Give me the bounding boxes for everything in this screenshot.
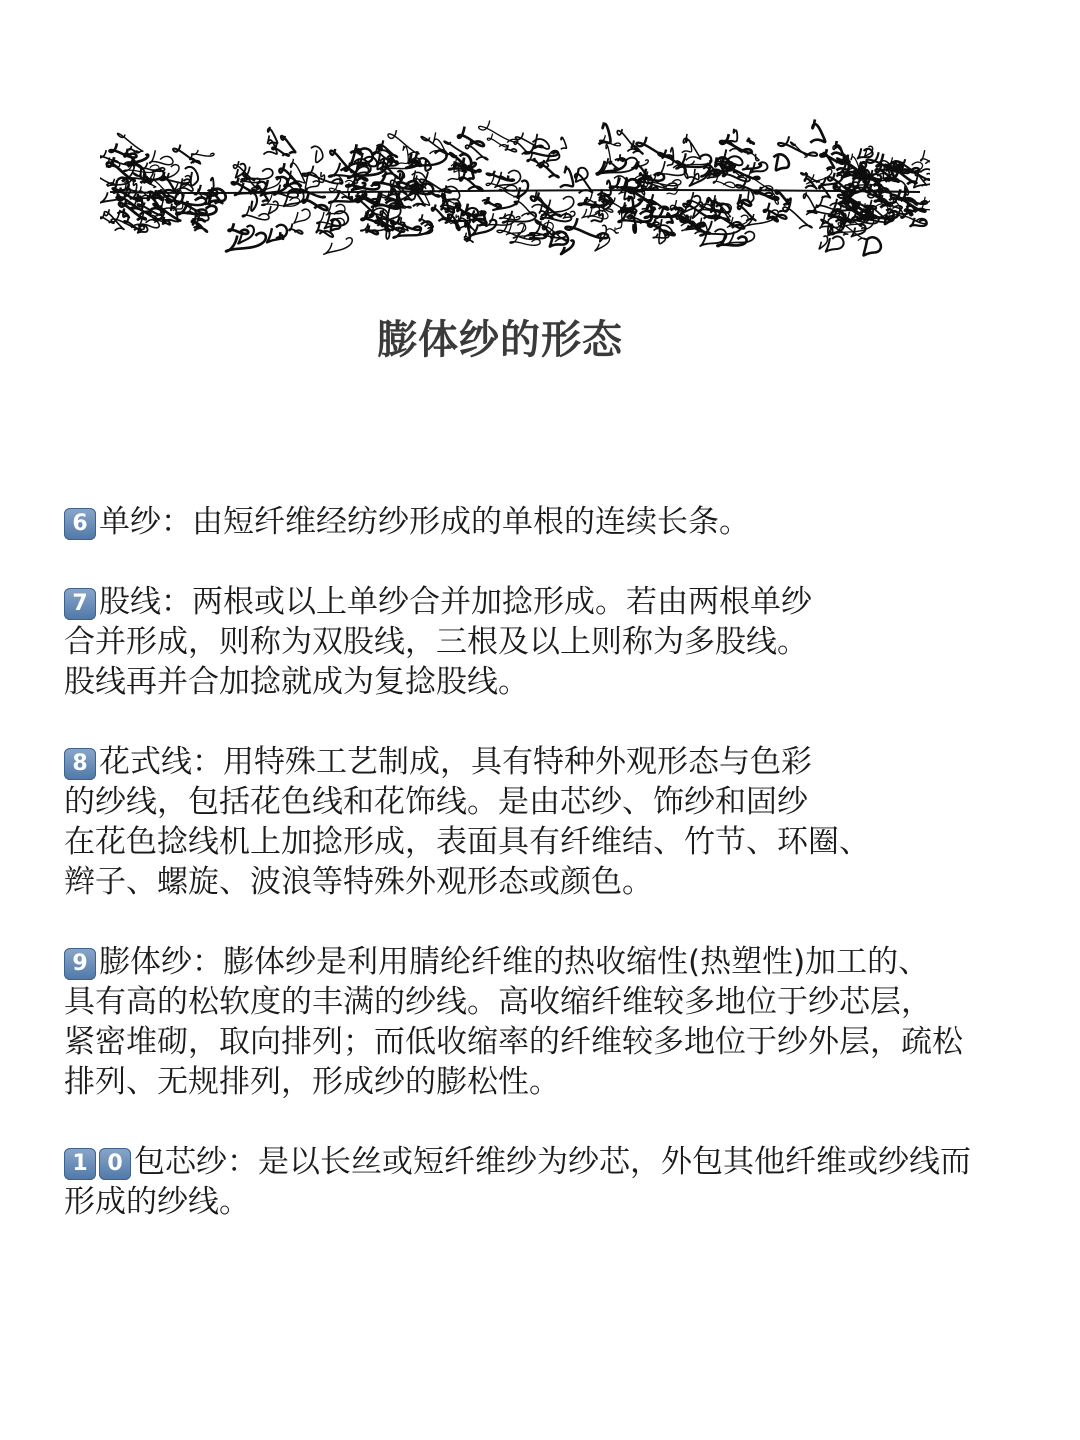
item-line: 紧密堆砌，取向排列；而低收缩率的纤维较多地位于纱外层，疏松 <box>64 1024 963 1060</box>
fibre-loop <box>191 150 214 156</box>
fibre-loop <box>289 223 303 233</box>
item-text: 花式线：用特殊工艺制成，具有特种外观形态与色彩 <box>99 744 812 780</box>
fibre-loop <box>479 121 518 143</box>
fibre-loop <box>518 181 529 198</box>
fibre-loop <box>819 236 827 249</box>
number-9-badge-icon: 9 <box>64 948 96 980</box>
fibre-loop <box>533 158 540 166</box>
list-item-core-spun-yarn <box>64 1142 1054 1222</box>
list-item-plied-yarn <box>64 582 1054 702</box>
list-item-fancy-yarn <box>64 742 1054 902</box>
fibre-loop <box>281 136 295 154</box>
number-6-badge-icon: 6 <box>64 508 96 540</box>
item-line <box>64 582 1054 622</box>
item-line <box>64 502 1054 542</box>
item-line <box>64 1142 1054 1182</box>
fibre-loop <box>773 154 788 170</box>
item-line <box>64 742 1054 782</box>
fibre-loop <box>748 138 754 144</box>
item-text: 股线：两根或以上单纱合并加捻形成。若由两根单纱 <box>99 584 812 620</box>
number-7-badge-icon: 7 <box>64 588 96 620</box>
fibre-loop <box>250 193 257 211</box>
fibre-loop <box>926 171 930 176</box>
item-text: 单纱：由短纤维经纺纱形成的单根的连续长条。 <box>99 504 750 540</box>
fibre-loop <box>576 168 588 182</box>
fibre-loop <box>100 165 114 185</box>
fibre-loop <box>560 166 573 188</box>
fibre-loop <box>149 150 173 164</box>
number-0-badge-icon: 0 <box>99 1148 131 1180</box>
fibre-loop <box>311 146 323 162</box>
fibre-loop <box>810 119 825 142</box>
fibre-loop <box>609 161 618 169</box>
item-line <box>64 942 1054 982</box>
item-line: 在花色捻线机上加捻形成，表面具有纤维结、竹节、环圈、 <box>64 824 870 860</box>
item-line: 股线再并合加捻就成为复捻股线。 <box>64 664 529 700</box>
bulked-yarn-illustration <box>100 100 930 300</box>
fibre-loop <box>687 169 699 180</box>
number-8-badge-icon: 8 <box>64 748 96 780</box>
yarn-types-list <box>64 502 1054 1262</box>
fibre-loop <box>226 233 266 252</box>
fibre-loop <box>636 137 672 159</box>
fibre-loop <box>783 202 812 229</box>
fibre-loop <box>499 187 518 197</box>
item-line: 辫子、螺旋、波浪等特殊外观形态或颜色。 <box>64 864 653 900</box>
fibre-loop <box>617 129 636 152</box>
item-line: 排列、无规排列，形成纱的膨松性。 <box>64 1064 560 1100</box>
fibre-loop <box>420 172 451 193</box>
fibre-loop <box>720 134 752 153</box>
fibre-loop <box>747 153 759 161</box>
list-item-bulked-yarn <box>64 942 1054 1102</box>
fibre-loop <box>324 238 352 255</box>
number-1-badge-icon: 1 <box>64 1148 96 1180</box>
figure-caption: 膨体纱的形态 <box>377 316 623 363</box>
item-line: 形成的纱线。 <box>64 1184 250 1220</box>
item-line: 合并形成，则称为双股线，三根及以上则称为多股线。 <box>64 624 808 660</box>
item-text: 膨体纱：膨体纱是利用腈纶纤维的热收缩性(热塑性)加工的、 <box>99 944 930 980</box>
fibre-loop <box>294 209 310 223</box>
fibre-loop <box>743 164 761 169</box>
fibre-loop <box>207 178 213 191</box>
item-line: 具有高的松软度的丰满的纱线。高收缩纤维较多地位于纱芯层， <box>64 984 932 1020</box>
fibre-loop <box>269 201 279 214</box>
fibre-loop <box>388 130 419 155</box>
fibre-loop <box>342 192 353 199</box>
fibre-loop <box>863 237 880 255</box>
item-text: 包芯纱：是以长丝或短纤维纱为纱芯，外包其他纤维或纱线而 <box>134 1144 971 1180</box>
fibre-loop <box>242 206 269 220</box>
fibre-loop <box>778 136 817 156</box>
fibre-loop <box>116 192 121 198</box>
item-line: 的纱线，包括花色线和花饰线。是由芯纱、饰纱和固纱 <box>64 784 808 820</box>
fibre-loop <box>487 134 507 148</box>
list-item-single-yarn <box>64 502 1054 542</box>
fibre-loop <box>561 137 567 149</box>
fibre-loop <box>229 223 249 234</box>
fibre-loop <box>290 159 305 184</box>
yarn-figure <box>0 0 1080 400</box>
